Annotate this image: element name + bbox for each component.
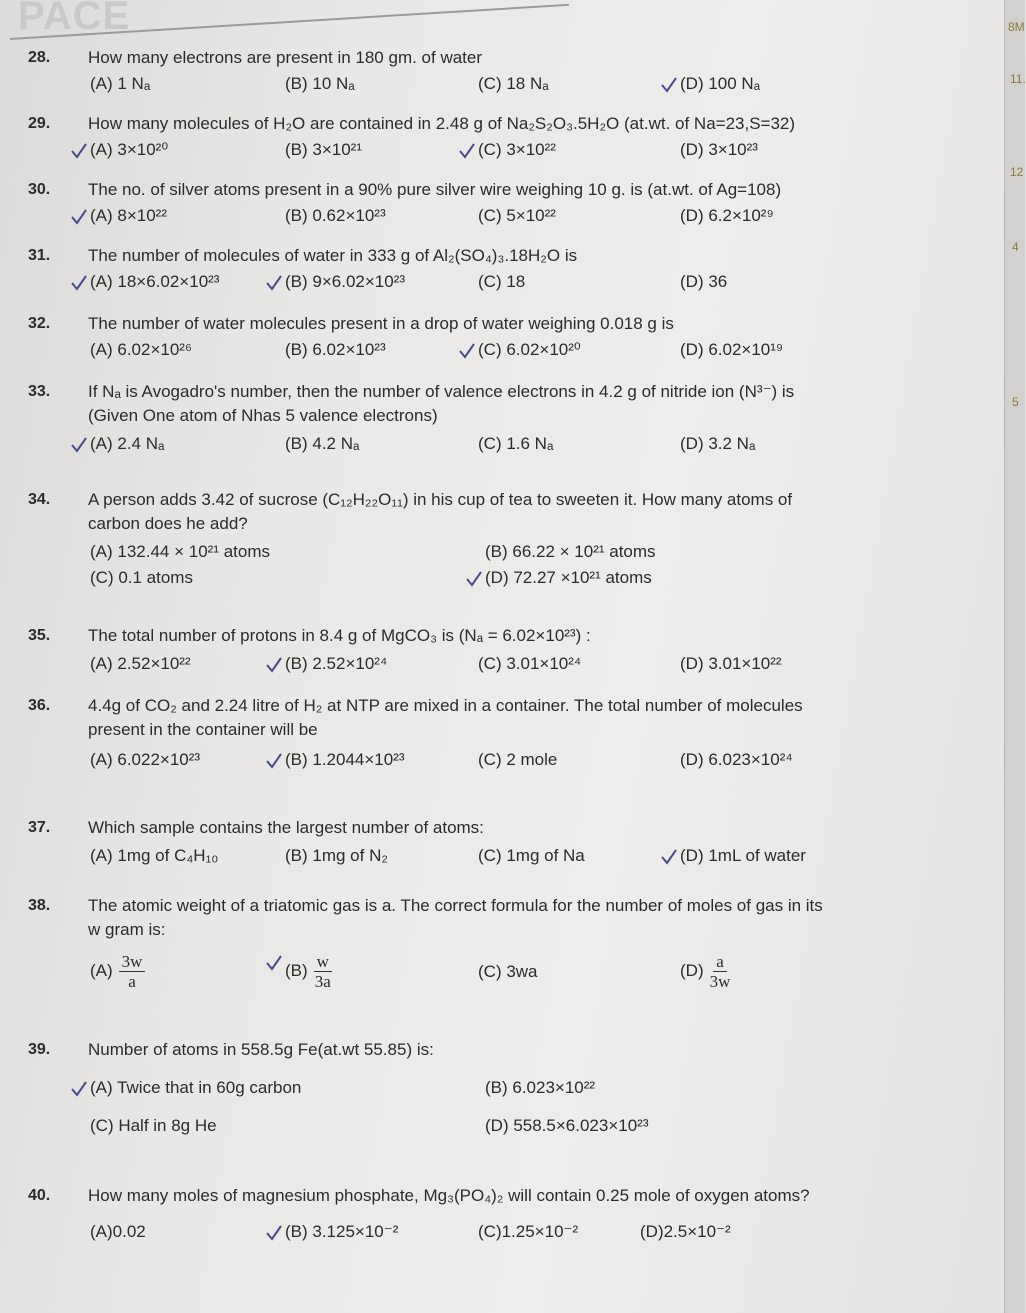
question-number: 35. [28, 627, 51, 644]
option-label: (B) 10 Nₐ [285, 74, 355, 93]
option-label: (A) Twice that in 60g carbon [90, 1078, 302, 1097]
check-mark-icon [265, 274, 283, 292]
margin-note: 12 [1010, 165, 1024, 179]
question-number: 34. [28, 491, 51, 508]
question-text: The number of water molecules present in a drop of water weighing 0.018 g is [88, 314, 674, 333]
answer-option[interactable] [285, 952, 332, 991]
option-label: (B) 0.62×10²³ [285, 206, 386, 225]
check-mark-icon [465, 570, 483, 588]
answer-option[interactable] [485, 1116, 649, 1136]
check-mark-icon [458, 342, 476, 360]
option-label: (A) 1mg of C₄H₁₀ [90, 846, 219, 865]
answer-option[interactable] [478, 434, 553, 454]
check-mark-icon [70, 436, 88, 454]
answer-option[interactable] [478, 206, 556, 226]
answer-option[interactable] [285, 654, 387, 674]
option-label: (D) 100 Nₐ [680, 74, 761, 93]
answer-option[interactable] [285, 846, 388, 866]
check-mark-icon [265, 752, 283, 770]
answer-option[interactable] [285, 74, 355, 94]
answer-option[interactable] [478, 654, 581, 674]
answer-option[interactable] [478, 272, 525, 292]
question-text: How many molecules of H₂O are contained in 2.48 g of Na₂S₂O₃.5H₂O (at.wt. of Na=23,S=32) [88, 114, 796, 133]
answer-option[interactable] [285, 1222, 398, 1242]
answer-option[interactable] [90, 654, 191, 674]
question-text: 4.4g of CO₂ and 2.24 litre of H₂ at NTP are mixed in a container. The total number of molecules [88, 696, 803, 715]
question-text: present in the container will be [88, 720, 318, 739]
option-label: (D) [680, 960, 704, 980]
answer-option[interactable] [680, 272, 727, 292]
answer-option[interactable] [680, 206, 774, 226]
answer-option[interactable] [680, 952, 730, 991]
question-text: The atomic weight of a triatomic gas is a. The correct formula for the number of moles of gas in its [88, 896, 823, 915]
option-label: (C) 2 mole [478, 750, 558, 769]
option-label: (D) 3.2 Nₐ [680, 434, 756, 453]
question-number: 33. [28, 383, 51, 400]
question-text: (Given One atom of Nhas 5 valence electrons) [88, 406, 438, 425]
answer-option[interactable] [90, 952, 145, 991]
answer-option[interactable] [485, 542, 656, 562]
question-number: 40. [28, 1187, 51, 1204]
option-label: (A)0.02 [90, 1222, 146, 1241]
question-number: 37. [28, 819, 51, 836]
answer-option[interactable] [680, 140, 758, 160]
fraction [314, 952, 332, 991]
answer-option[interactable] [90, 74, 150, 94]
answer-option[interactable] [478, 340, 581, 360]
question-number: 29. [28, 115, 51, 132]
answer-option[interactable] [285, 206, 386, 226]
question-number: 32. [28, 315, 51, 332]
question-number: 39. [28, 1041, 51, 1058]
margin-note: 11. [1010, 72, 1026, 86]
option-label: (A) 2.4 Nₐ [90, 434, 165, 453]
answer-option[interactable] [285, 750, 405, 770]
answer-option[interactable] [640, 1222, 731, 1242]
answer-option[interactable] [680, 846, 806, 866]
answer-option[interactable] [285, 340, 386, 360]
check-mark-icon [660, 76, 678, 94]
question-text: Number of atoms in 558.5g Fe(at.wt 55.85) is: [88, 1040, 434, 1059]
option-label: (B) 1.2044×10²³ [285, 750, 405, 769]
option-label: (A) 132.44 × 10²¹ atoms [90, 542, 271, 561]
answer-option[interactable] [90, 340, 192, 360]
option-label: (A) 1 Nₐ [90, 74, 151, 93]
question-number: 36. [28, 697, 51, 714]
answer-option[interactable] [680, 434, 755, 454]
answer-option[interactable] [478, 74, 549, 94]
fraction-numerator: 3w [119, 952, 146, 972]
option-label: (B) 9×6.02×10²³ [285, 272, 406, 291]
option-label: (D) 6.023×10²⁴ [680, 750, 793, 769]
answer-option[interactable] [478, 962, 538, 982]
option-label: (C) 1.6 Nₐ [478, 434, 554, 453]
answer-option[interactable] [680, 74, 760, 94]
publisher-logo: PACE [18, 0, 131, 38]
option-label: (D) 558.5×6.023×10²³ [485, 1116, 649, 1135]
check-mark-icon [265, 954, 283, 972]
check-mark-icon [458, 142, 476, 160]
option-label: (D) 36 [680, 272, 728, 291]
option-label: (C) Half in 8g He [90, 1116, 217, 1135]
option-label: (C)1.25×10⁻² [478, 1222, 579, 1241]
option-label: (B) [285, 960, 308, 980]
option-label: (D) 6.2×10²⁹ [680, 206, 774, 225]
check-mark-icon [265, 656, 283, 674]
option-label: (D) 72.27 ×10²¹ atoms [485, 568, 652, 587]
option-label: (D) 6.02×10¹⁹ [680, 340, 784, 359]
answer-option[interactable] [680, 340, 783, 360]
fraction-denominator: 3w [709, 972, 731, 991]
answer-option[interactable] [90, 140, 168, 160]
answer-option[interactable] [680, 654, 782, 674]
option-label: (B) 3.125×10⁻² [285, 1222, 399, 1241]
margin-note: 8M [1008, 20, 1025, 34]
option-label: (A) [90, 960, 113, 980]
option-label: (B) 3×10²¹ [285, 140, 362, 159]
answer-option[interactable] [478, 1222, 578, 1242]
answer-option[interactable] [90, 846, 218, 866]
check-mark-icon [70, 142, 88, 160]
option-label: (A) 8×10²² [90, 206, 167, 225]
question-text: How many electrons are present in 180 gm. of water [88, 48, 483, 67]
answer-option[interactable] [285, 434, 359, 454]
option-label: (D) 3×10²³ [680, 140, 758, 159]
check-mark-icon [70, 1080, 88, 1098]
margin-note: 5 [1012, 395, 1019, 409]
option-label: (A) 3×10²⁰ [90, 140, 169, 159]
answer-option[interactable] [680, 750, 793, 770]
question-number: 38. [28, 897, 51, 914]
answer-option[interactable] [485, 1078, 595, 1098]
option-label: (D) 1mL of water [680, 846, 806, 865]
answer-option[interactable] [90, 1078, 301, 1098]
answer-option[interactable] [478, 750, 557, 770]
option-label: (A) 6.022×10²³ [90, 750, 201, 769]
option-label: (D)2.5×10⁻² [640, 1222, 731, 1241]
answer-option[interactable] [90, 542, 270, 562]
answer-option[interactable] [90, 1222, 146, 1242]
page-margin [1004, 0, 1025, 1313]
question-text: carbon does he add? [88, 514, 248, 533]
fraction [119, 952, 146, 991]
fraction-denominator: 3a [314, 972, 331, 991]
option-label: (C) 3.01×10²⁴ [478, 654, 582, 673]
answer-option[interactable] [485, 568, 652, 588]
check-mark-icon [70, 274, 88, 292]
question-text: w gram is: [88, 920, 166, 939]
option-label: (C) 5×10²² [478, 206, 556, 225]
answer-option[interactable] [478, 846, 585, 866]
option-label: (C) 3×10²² [478, 140, 556, 159]
option-label: (A) 6.02×10²⁶ [90, 340, 192, 359]
check-mark-icon [265, 1224, 283, 1242]
question-text: The no. of silver atoms present in a 90% pure silver wire weighing 10 g. is (at.wt. of Ag=108) [88, 180, 782, 199]
question-text: The total number of protons in 8.4 g of MgCO₃ is (Nₐ = 6.02×10²³) : [88, 626, 591, 645]
option-label: (C) 6.02×10²⁰ [478, 340, 581, 359]
question-number: 31. [28, 247, 51, 264]
answer-option[interactable] [90, 206, 167, 226]
answer-option[interactable] [90, 434, 164, 454]
option-label: (C) 1mg of Na [478, 846, 585, 865]
answer-option[interactable] [285, 140, 362, 160]
option-label: (C) 18 Nₐ [478, 74, 549, 93]
answer-option[interactable] [90, 750, 200, 770]
answer-option[interactable] [90, 272, 219, 292]
option-label: (C) 18 [478, 272, 526, 291]
fraction-numerator: w [314, 952, 332, 972]
check-mark-icon [70, 208, 88, 226]
question-text: If Nₐ is Avogadro's number, then the number of valence electrons in 4.2 g of nitride ion (N³⁻) is [88, 382, 795, 401]
option-label: (B) 4.2 Nₐ [285, 434, 360, 453]
fraction-denominator: a [128, 972, 136, 991]
question-text: How many moles of magnesium phosphate, Mg₃(PO₄)₂ will contain 0.25 mole of oxygen atoms? [88, 1186, 810, 1205]
option-label: (B) 6.023×10²² [485, 1078, 596, 1097]
option-label: (A) 18×6.02×10²³ [90, 272, 220, 291]
check-mark-icon [660, 848, 678, 866]
question-text: A person adds 3.42 of sucrose (C₁₂H₂₂O₁₁) in his cup of tea to sweeten it. How many atoms of [88, 490, 793, 509]
option-label: (B) 2.52×10²⁴ [285, 654, 388, 673]
answer-option[interactable] [90, 1116, 217, 1136]
answer-option[interactable] [478, 140, 556, 160]
question-text: The number of molecules of water in 333 g of Al₂(SO₄)₃.18H₂O is [88, 246, 578, 265]
option-label: (A) 2.52×10²² [90, 654, 191, 673]
question-number: 28. [28, 49, 51, 66]
option-label: (C) 3wa [478, 962, 538, 981]
fraction [710, 952, 731, 991]
option-label: (D) 3.01×10²² [680, 654, 782, 673]
answer-option[interactable] [285, 272, 405, 292]
option-label: (B) 1mg of N₂ [285, 846, 388, 865]
option-label: (C) 0.1 atoms [90, 568, 193, 587]
option-label: (B) 6.02×10²³ [285, 340, 386, 359]
option-label: (B) 66.22 × 10²¹ atoms [485, 542, 656, 561]
answer-option[interactable] [90, 568, 193, 588]
question-number: 30. [28, 181, 51, 198]
margin-note: 4 [1012, 240, 1019, 254]
question-text: Which sample contains the largest number of atoms: [88, 818, 484, 837]
fraction-numerator: a [713, 952, 727, 972]
